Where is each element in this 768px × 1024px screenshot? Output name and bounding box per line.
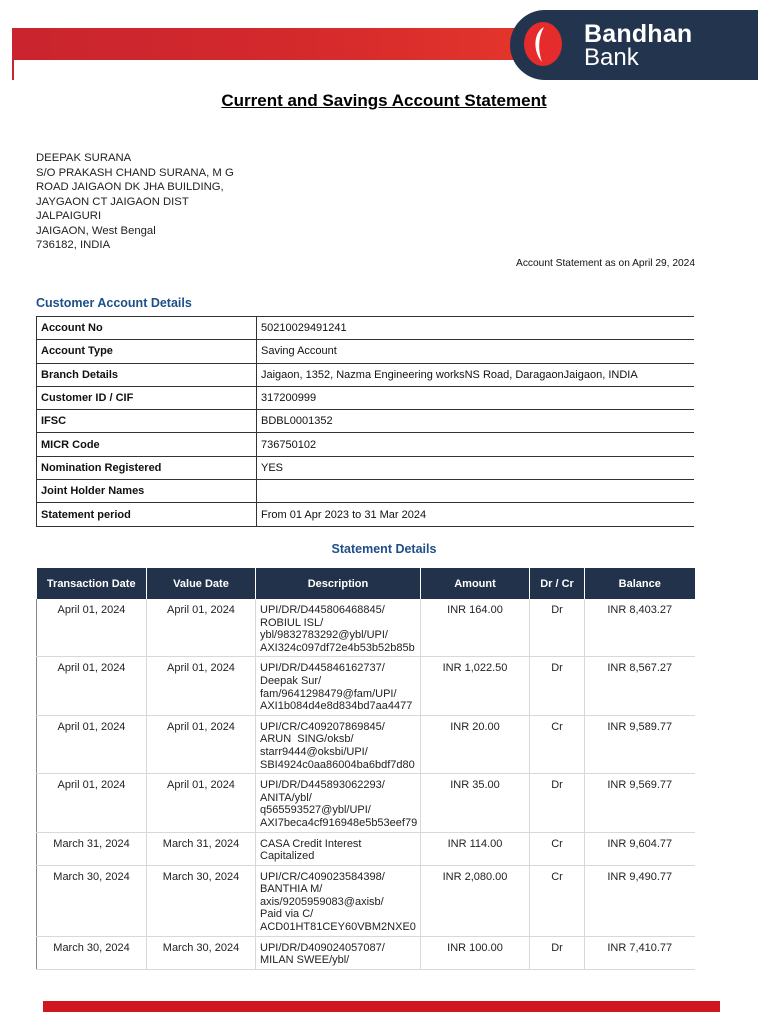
account-detail-label: IFSC bbox=[37, 410, 257, 433]
account-detail-row bbox=[37, 456, 695, 479]
page-title: Current and Savings Account Statement bbox=[221, 91, 547, 110]
value-date-cell: April 01, 2024 bbox=[147, 774, 256, 832]
dr-cr-cell: Dr bbox=[530, 599, 585, 657]
account-detail-row bbox=[37, 480, 695, 503]
address-line: JAYGAON CT JAIGAON DIST bbox=[36, 195, 189, 208]
account-detail-row bbox=[37, 503, 695, 526]
transaction-row bbox=[37, 832, 695, 865]
transaction-row bbox=[37, 715, 695, 773]
address-line: DEEPAK SURANA bbox=[36, 152, 132, 164]
value-date-cell: April 01, 2024 bbox=[147, 599, 256, 657]
balance-cell: INR 8,567.27 bbox=[585, 657, 695, 715]
transaction-date-cell: March 30, 2024 bbox=[37, 865, 147, 936]
address-line: ROAD JAIGAON DK JHA BUILDING, bbox=[36, 181, 224, 193]
transaction-row bbox=[37, 657, 695, 715]
dr-cr-cell: Dr bbox=[530, 657, 585, 715]
account-details-table bbox=[36, 316, 694, 527]
account-detail-value: BDBL0001352 bbox=[257, 410, 695, 433]
column-header: Transaction Date bbox=[37, 568, 147, 599]
description-cell: UPI/DR/D409024057087/ MILAN SWEE/ybl/ bbox=[256, 936, 421, 969]
account-detail-row bbox=[37, 340, 695, 363]
account-detail-label: Account No bbox=[37, 317, 257, 340]
customer-address-block bbox=[36, 151, 234, 253]
footer-brand-bar bbox=[43, 1001, 720, 1012]
account-detail-label: Statement period bbox=[37, 503, 257, 526]
account-detail-value: Saving Account bbox=[257, 340, 695, 363]
transaction-date-cell: April 01, 2024 bbox=[37, 774, 147, 832]
balance-cell: INR 9,569.77 bbox=[585, 774, 695, 832]
bank-name-line2: Bank bbox=[584, 44, 639, 71]
value-date-cell: April 01, 2024 bbox=[147, 657, 256, 715]
description-cell: UPI/DR/D445893062293/ ANITA/ybl/ q565593527@ybl/UPI/ AXI7beca4cf916948e5b53eef79 bbox=[256, 774, 421, 832]
dr-cr-cell: Cr bbox=[530, 715, 585, 773]
balance-cell: INR 9,589.77 bbox=[585, 715, 695, 773]
description-cell: UPI/CR/C409207869845/ ARUN SING/oksb/ starr9444@oksbi/UPI/ SBI4924c0aa86004ba6bdf7d80 bbox=[256, 715, 421, 773]
description-cell: UPI/DR/D445806468845/ ROBIUL ISL/ ybl/9832783292@ybl/UPI/ AXI324c097df72e4b53b52b85b bbox=[256, 599, 421, 657]
amount-cell: INR 35.00 bbox=[421, 774, 530, 832]
account-detail-row bbox=[37, 386, 695, 409]
header-brand-bar bbox=[12, 28, 592, 60]
transaction-row bbox=[37, 599, 695, 657]
account-detail-value: 317200999 bbox=[257, 386, 695, 409]
account-detail-label: Joint Holder Names bbox=[37, 480, 257, 503]
account-detail-row bbox=[37, 410, 695, 433]
transaction-date-cell: March 30, 2024 bbox=[37, 936, 147, 969]
dr-cr-cell: Dr bbox=[530, 936, 585, 969]
column-header: Amount bbox=[421, 568, 530, 599]
value-date-cell: March 31, 2024 bbox=[147, 832, 256, 865]
account-detail-value: Jaigaon, 1352, Nazma Engineering worksNS Road, DaragaonJaigaon, INDIA bbox=[257, 363, 695, 386]
amount-cell: INR 114.00 bbox=[421, 832, 530, 865]
account-detail-value bbox=[257, 480, 695, 503]
account-details-heading: Customer Account Details bbox=[36, 296, 192, 310]
transaction-date-cell: April 01, 2024 bbox=[37, 715, 147, 773]
address-line: JALPAIGURI bbox=[36, 210, 102, 222]
column-header: Dr / Cr bbox=[530, 568, 585, 599]
value-date-cell: March 30, 2024 bbox=[147, 865, 256, 936]
amount-cell: INR 100.00 bbox=[421, 936, 530, 969]
dr-cr-cell: Cr bbox=[530, 865, 585, 936]
amount-cell: INR 2,080.00 bbox=[421, 865, 530, 936]
transaction-date-cell: April 01, 2024 bbox=[37, 657, 147, 715]
account-detail-label: Nomination Registered bbox=[37, 456, 257, 479]
address-line: 736182, INDIA bbox=[36, 239, 111, 251]
bank-name-line1: Bandhan bbox=[584, 20, 693, 48]
column-header: Description bbox=[256, 568, 421, 599]
account-detail-label: Branch Details bbox=[37, 363, 257, 386]
description-cell: CASA Credit Interest Capitalized bbox=[256, 832, 421, 865]
account-detail-label: Customer ID / CIF bbox=[37, 386, 257, 409]
account-detail-label: Account Type bbox=[37, 340, 257, 363]
account-detail-value: YES bbox=[257, 456, 695, 479]
transaction-row bbox=[37, 865, 695, 936]
bandhan-logo-icon bbox=[520, 18, 566, 70]
account-detail-value: 736750102 bbox=[257, 433, 695, 456]
account-detail-row bbox=[37, 363, 695, 386]
address-line: S/O PRAKASH CHAND SURANA, M G bbox=[36, 166, 234, 179]
value-date-cell: April 01, 2024 bbox=[147, 715, 256, 773]
statement-as-of-date: Account Statement as on April 29, 2024 bbox=[516, 258, 695, 269]
column-header: Value Date bbox=[147, 568, 256, 599]
column-header: Balance bbox=[585, 568, 695, 599]
account-detail-row bbox=[37, 317, 695, 340]
address-line: JAIGAON, West Bengal bbox=[36, 224, 156, 237]
balance-cell: INR 8,403.27 bbox=[585, 599, 695, 657]
balance-cell: INR 7,410.77 bbox=[585, 936, 695, 969]
transactions-table bbox=[36, 568, 695, 970]
amount-cell: INR 1,022.50 bbox=[421, 657, 530, 715]
transaction-date-cell: April 01, 2024 bbox=[37, 599, 147, 657]
statement-details-heading: Statement Details bbox=[331, 542, 437, 556]
account-detail-value: 50210029491241 bbox=[257, 317, 695, 340]
balance-cell: INR 9,490.77 bbox=[585, 865, 695, 936]
balance-cell: INR 9,604.77 bbox=[585, 832, 695, 865]
description-cell: UPI/DR/D445846162737/ Deepak Sur/ fam/9641298479@fam/UPI/ AXI1b084d4e8d834bd7aa4477 bbox=[256, 657, 421, 715]
amount-cell: INR 164.00 bbox=[421, 599, 530, 657]
account-detail-label: MICR Code bbox=[37, 433, 257, 456]
value-date-cell: March 30, 2024 bbox=[147, 936, 256, 969]
dr-cr-cell: Dr bbox=[530, 774, 585, 832]
description-cell: UPI/CR/C409023584398/ BANTHIA M/ axis/9205959083@axisb/ Paid via C/ ACD01HT81CEY60VBM2NXE0 bbox=[256, 865, 421, 936]
account-detail-row bbox=[37, 433, 695, 456]
dr-cr-cell: Cr bbox=[530, 832, 585, 865]
transaction-row bbox=[37, 936, 695, 969]
account-detail-value: From 01 Apr 2023 to 31 Mar 2024 bbox=[257, 503, 695, 526]
amount-cell: INR 20.00 bbox=[421, 715, 530, 773]
transaction-row bbox=[37, 774, 695, 832]
transaction-date-cell: March 31, 2024 bbox=[37, 832, 147, 865]
